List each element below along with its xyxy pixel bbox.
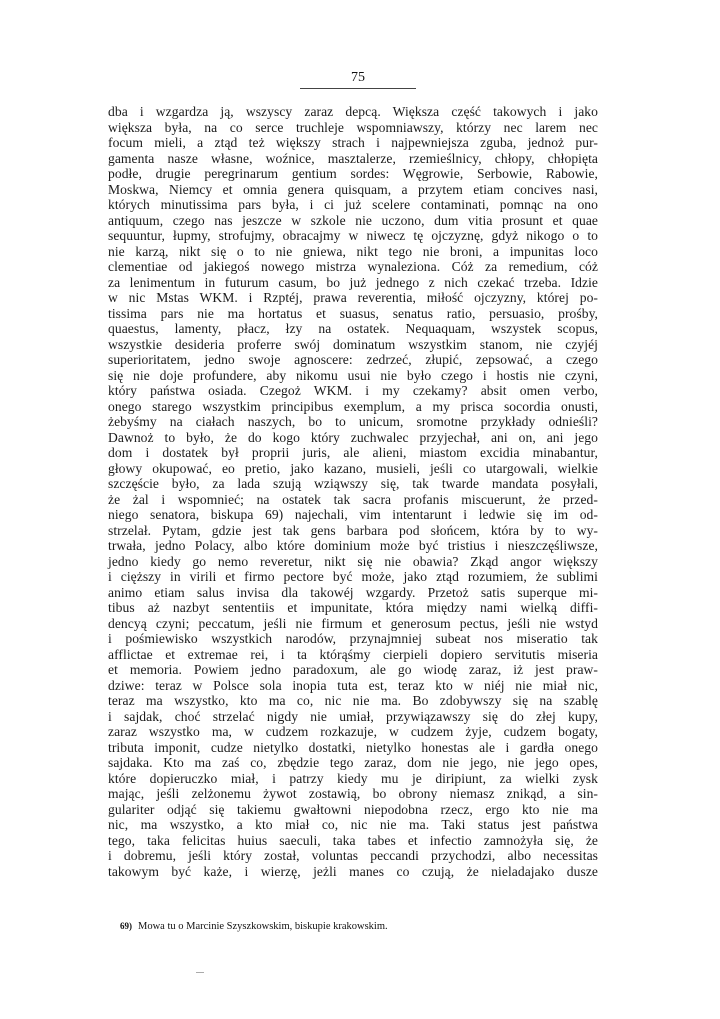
text-line: tego, taka felicitas huius saeculi, taka tabes et infectio zamnożyła się, że	[108, 832, 598, 848]
text-line: onego starego wszystkim principibus exemplum, a my prisca socordia onusti,	[108, 398, 598, 414]
text-line: jedno kiedy go nemo reveretur, nikt się nie obawia? Zkąd angor większy	[108, 553, 598, 569]
body-text	[108, 104, 598, 879]
text-line: który państwa osiada. Czegoż WKM. i my czekamy? absit omen verbo,	[108, 383, 598, 398]
text-line: sequuntur, łupmy, strofujmy, obracajmy w niwecz tę ojczyznę, gdyż nikogo o to	[108, 228, 598, 243]
text-line: zaraz wszystko ma, w cudzem rozkazuje, w cudzem żyje, cudzem bogaty,	[108, 724, 598, 739]
text-line: nie karzą, nikt się o to nie gniewa, nikt tego nie broni, a impunitas loco	[108, 243, 598, 259]
text-line: których minutissima pars była, i ci już scelere contaminati, pomnąc na ono	[108, 197, 598, 212]
text-line: dziwe: teraz w Polsce sola inopia tuta est, teraz kto w niéj nie miał nic,	[108, 677, 598, 693]
text-line: gamenta nasze własne, woźnice, masztalerze, rzemieślnicy, chłopy, chłopięta	[108, 150, 598, 166]
text-line: superioritatem, jedno swoje agnoscere: zedrzeć, złupić, zepsować, a czego	[108, 352, 598, 367]
text-line: dencyą czyni; peccatum, jeśli nie firmum et generosum pectus, jeśli nie wstyd	[108, 615, 598, 631]
text-line: takowym być każe, i wierzę, jeżli manes co czują, że nieladajako dusze	[108, 863, 598, 879]
text-line: i pośmiewisko wszystkich narodów, przynajmniej subeat nos miseratio tak	[108, 631, 598, 646]
text-line: sajdaka. Kto ma zaś co, zbędzie tego zaraz, dom nie jego, nie jego opes,	[108, 755, 598, 770]
text-line: wszystkie desideria proferre swój dominatum wszystkim stanom, nie czyjéj	[108, 336, 598, 352]
text-line: Dawnoż to było, że do kogo który zuchwalec przyjechał, ani on, ani jego	[108, 429, 598, 445]
text-line: podłe, drugie peregrinarum gentium sordes: Węgrowie, Serbowie, Rabowie,	[108, 166, 598, 181]
text-line: dom i dostatek był proprii juris, ale alieni, miastom excidia minabantur,	[108, 445, 598, 460]
text-line: strzelał. Pytam, gdzie jest tak gens barbara pod słońcem, która by to wy-	[108, 522, 598, 538]
text-line: że żal i wspomnieć; na ostatek tak sacra profanis miscuerunt, że przed-	[108, 491, 598, 507]
page-number-rule	[300, 88, 416, 89]
text-line: i dobremu, jeśli który został, voluntas peccandi przychodzi, albo necessitas	[108, 848, 598, 863]
text-line: za lenimentum in futurum casum, bo już jednego z nich czekać trzeba. Idzie	[108, 274, 598, 290]
text-line: antiquum, czego nas jeszcze w szkole nie uczono, dum vitia prosunt et quae	[108, 212, 598, 228]
text-line: tributa imponit, cudze nietylko dostatki, nietylko honestas ale i gardła onego	[108, 739, 598, 755]
text-line: gulariter odjąć się takiemu gwałtowni niepodobna rzecz, ergo kto nie ma	[108, 801, 598, 817]
text-line: quaestus, lamenty, płacz, łzy na ostatek. Nequaquam, wszystek scopus,	[108, 321, 598, 336]
text-line: dba i wzgardza ją, wszyscy zaraz depcą. Większa część takowych i jako	[108, 104, 598, 119]
text-line: i cięższy in virili et firmo pectore być może, jako ztąd rozumiem, że sublimi	[108, 569, 598, 584]
text-line: animo etiam salus invisa dla takowéj wzgardy. Przetoż satis superque mi-	[108, 584, 598, 600]
text-line: które dopieruczko miał, i patrzy kiedy mu je diripiunt, za wielki zysk	[108, 770, 598, 786]
text-line: żebyśmy na ciałach naszych, bo to unicum, sromotne przykłady odnieśli?	[108, 414, 598, 429]
text-line: et memoria. Powiem jedno paradoxum, ale go wiodę zaraz, iż jest praw-	[108, 662, 598, 677]
text-line: afflictae et extremae rei, i ta którąśmy cierpieli dopiero servitutis miseria	[108, 646, 598, 662]
text-line: nic, ma wszystko, a kto miał co, nic nie ma. Taki status jest państwa	[108, 817, 598, 832]
text-line: szczęście było, za lada szują wziąwszy się, tak twarde mandata posyłali,	[108, 476, 598, 491]
footnote	[120, 921, 560, 932]
page-number: 75	[351, 70, 365, 85]
text-line: i sajdak, choć strzelać nigdy nie umiał, przywiązawszy się do złej kupy,	[108, 708, 598, 724]
text-line: mając, jeśli zelżonemu żywot zostawią, bo obrony niemasz znikąd, a sin-	[108, 786, 598, 801]
scan-mark	[196, 972, 204, 973]
text-line: w nic Mstas WKM. i Rzptéj, prawa reverentia, miłość ojczyzny, której po-	[108, 290, 598, 305]
text-line: tibus aż nazbyt sententiis et impunitate, która między nami wielką diffi-	[108, 600, 598, 615]
text-line: teraz ma wszystko, kto ma co, nic nie ma. Bo zdobywszy się na szablę	[108, 693, 598, 708]
text-line: Moskwa, Niemcy et omnia genera quisquam, a przytem etiam concives nasi,	[108, 181, 598, 197]
footnote-marker: 69)	[120, 921, 132, 931]
text-line: focum mieli, a ztąd też większy strach i najpewniejsza zguba, jednoż pur-	[108, 135, 598, 150]
text-line: głowy okupować, eo pretio, jako kazano, musieli, jeśli co utargowali, wielkie	[108, 460, 598, 476]
text-line: clementiae od jakiegoś nowego mistrza wynaleziona. Cóż za remedium, cóż	[108, 259, 598, 274]
text-line: większa była, na co serce truchleje wspomniawszy, którzy nec larem nec	[108, 119, 598, 135]
text-line: niego senatora, biskupa 69) najechali, vim intentarunt i ledwie się im od-	[108, 507, 598, 522]
footnote-text: Mowa tu o Marcinie Szyszkowskim, biskupie krakowskim.	[138, 921, 388, 932]
text-line: trwała, jedno Polacy, albo które dominium może być tristius i nieszczęśliwsze,	[108, 538, 598, 553]
text-line: tissima pars nie ma hortatus et suasus, senatus ratio, persuasio, prośby,	[108, 305, 598, 321]
text-line: się nie doje profundere, aby nikomu usui nie było czego i hostis nie czyni,	[108, 367, 598, 383]
